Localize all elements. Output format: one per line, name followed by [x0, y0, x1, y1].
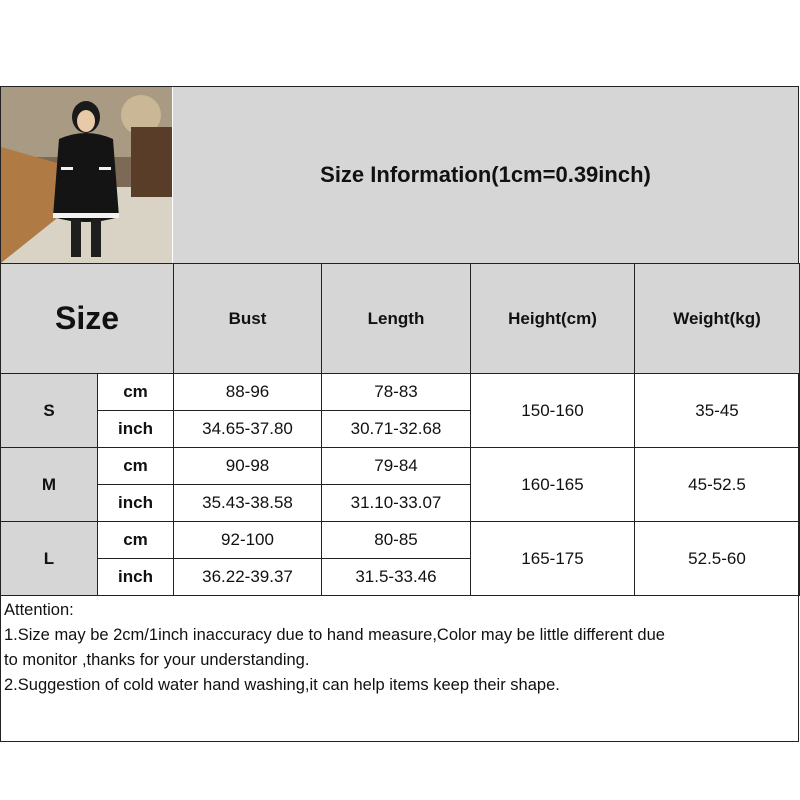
height-value: 150-160	[471, 374, 635, 448]
size-label: S	[1, 374, 98, 448]
page-title: Size Information(1cm=0.39inch)	[320, 162, 651, 187]
weight-header: Weight(kg)	[635, 264, 800, 374]
unit-cm: cm	[98, 374, 174, 411]
weight-value: 35-45	[635, 374, 800, 448]
bust-cm: 92-100	[174, 522, 322, 559]
unit-inch: inch	[98, 411, 174, 448]
height-value: 165-175	[471, 522, 635, 596]
unit-inch: inch	[98, 485, 174, 522]
bust-cm: 90-98	[174, 448, 322, 485]
height-header: Height(cm)	[471, 264, 635, 374]
attention-line-1-cont: to monitor ,thanks for your understanding.	[4, 651, 310, 669]
size-label: M	[1, 448, 98, 522]
attention-line-1: 1.Size may be 2cm/1inch inaccuracy due to hand measure,Color may be little different due	[4, 626, 665, 644]
table-header-row	[1, 264, 800, 374]
size-label: L	[1, 522, 98, 596]
table-row	[1, 522, 800, 559]
model-photo	[1, 87, 172, 263]
length-inch: 31.5-33.46	[322, 559, 471, 596]
attention-heading: Attention:	[4, 601, 74, 619]
length-cm: 79-84	[322, 448, 471, 485]
length-cm: 78-83	[322, 374, 471, 411]
table-row	[1, 448, 800, 485]
bust-inch: 35.43-38.58	[174, 485, 322, 522]
length-header: Length	[322, 264, 471, 374]
weight-value: 52.5-60	[635, 522, 800, 596]
size-table	[0, 263, 800, 596]
model-photo-illustration	[1, 87, 172, 263]
length-inch: 30.71-32.68	[322, 411, 471, 448]
height-value: 160-165	[471, 448, 635, 522]
bust-header: Bust	[174, 264, 322, 374]
unit-cm: cm	[98, 522, 174, 559]
unit-inch: inch	[98, 559, 174, 596]
attention-line-2: 2.Suggestion of cold water hand washing,it can help items keep their shape.	[4, 676, 560, 694]
length-inch: 31.10-33.07	[322, 485, 471, 522]
bust-cm: 88-96	[174, 374, 322, 411]
length-cm: 80-85	[322, 522, 471, 559]
size-info-header	[173, 87, 798, 263]
unit-cm: cm	[98, 448, 174, 485]
table-row	[1, 374, 800, 411]
bust-inch: 34.65-37.80	[174, 411, 322, 448]
bust-inch: 36.22-39.37	[174, 559, 322, 596]
weight-value: 45-52.5	[635, 448, 800, 522]
attention-notes	[4, 598, 794, 698]
size-header: Size	[1, 264, 174, 374]
